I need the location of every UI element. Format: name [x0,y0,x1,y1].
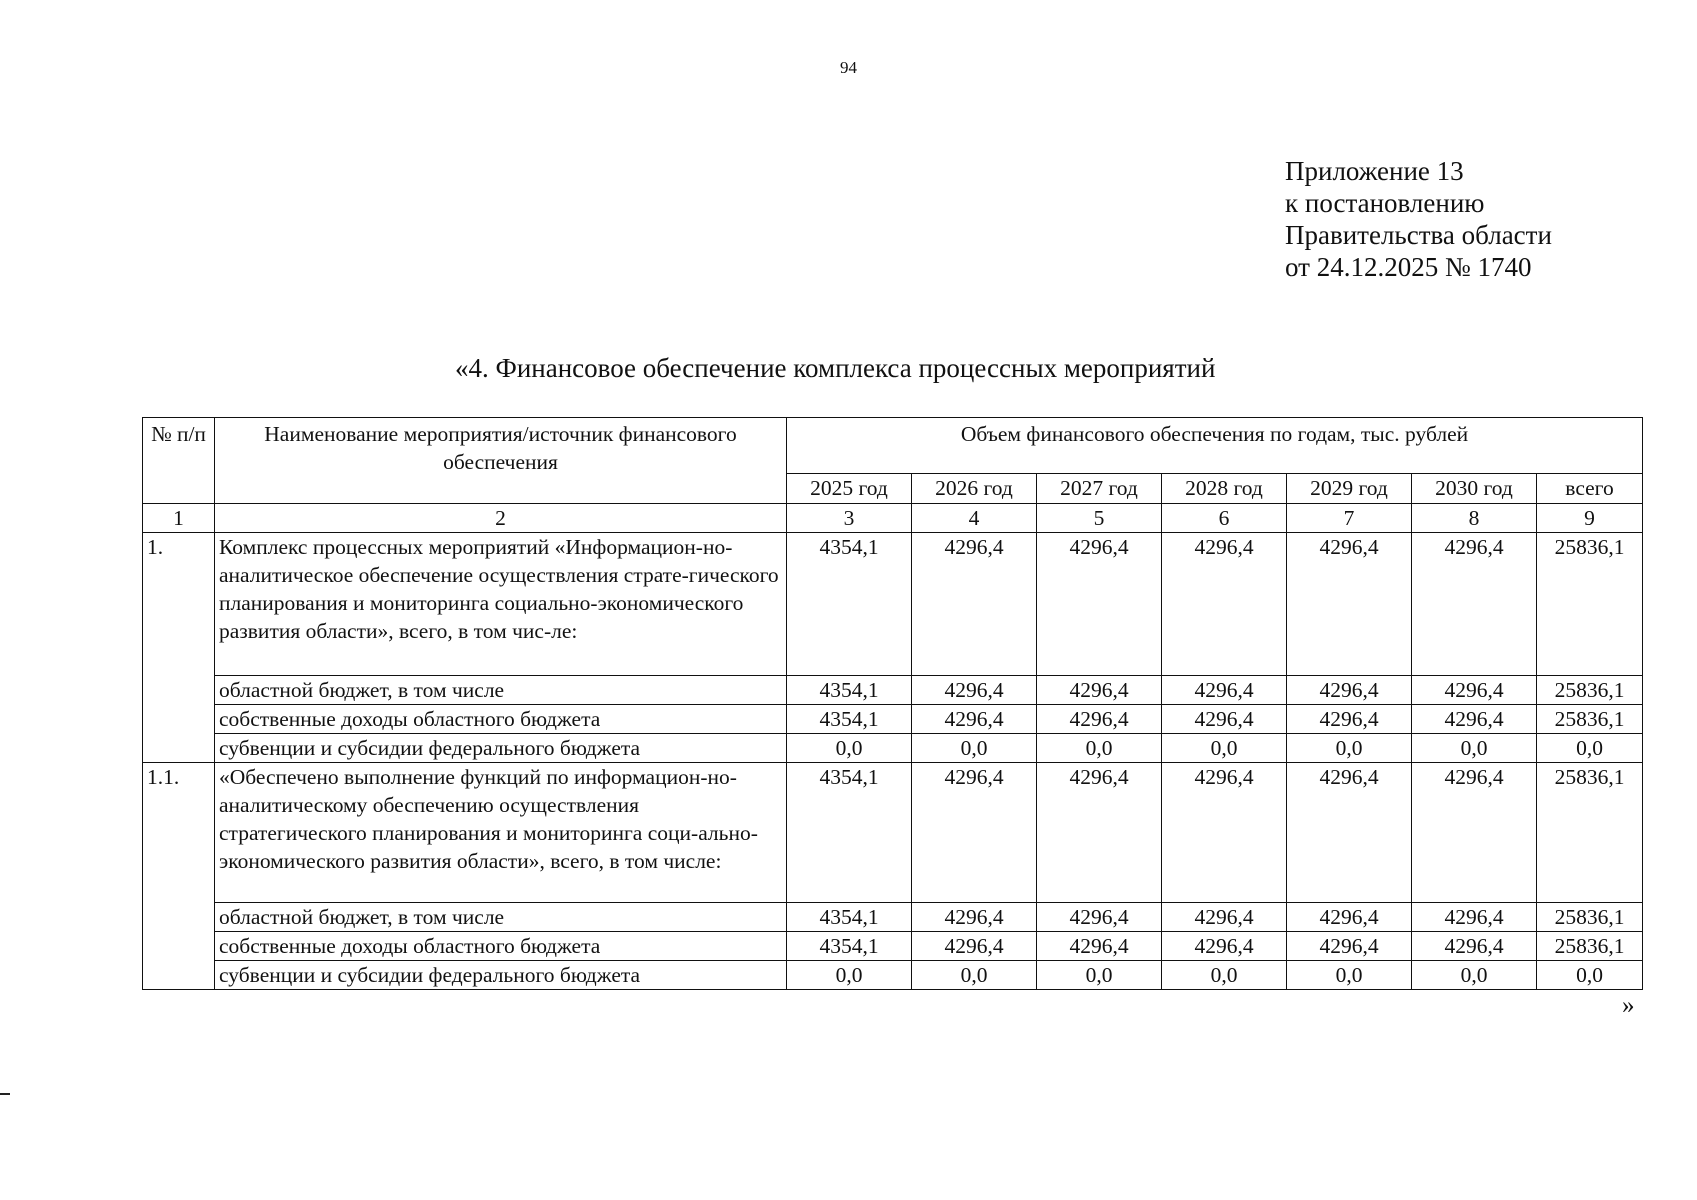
subrow-value: 4296,4 [1162,903,1287,932]
subrow-value: 0,0 [787,961,912,990]
subrow-value: 0,0 [1412,961,1537,990]
appendix-line: к постановлению [1285,188,1485,218]
row-value: 4296,4 [912,763,1037,903]
subrow-value: 25836,1 [1537,903,1643,932]
table-column-number-row [143,504,1643,533]
subrow-value: 0,0 [1287,734,1412,763]
subrow-value: 4296,4 [1287,676,1412,705]
subrow-value: 0,0 [1287,961,1412,990]
subrow-value: 0,0 [1537,961,1643,990]
subrow-value: 4354,1 [787,676,912,705]
subrow-value: 4296,4 [1162,676,1287,705]
subrow-value: 4296,4 [1287,705,1412,734]
column-number: 5 [1037,504,1162,533]
financing-table [142,417,1643,990]
row-name: Комплекс процессных мероприятий «Информацион-но-аналитическое обеспечение осуществления страте-гического планирования и мониторинга социально-экономического развития области», всего, в том чис-ле: [215,533,787,676]
subrow-value: 4354,1 [787,903,912,932]
row-value: 4296,4 [1037,533,1162,676]
appendix-line: Приложение 13 [1285,156,1464,186]
subrow-value: 4296,4 [1037,676,1162,705]
row-value: 4296,4 [1162,763,1287,903]
subrow-value: 0,0 [1037,734,1162,763]
subrow-value: 4296,4 [1287,903,1412,932]
appendix-line: Правительства области [1285,220,1552,250]
column-number: 7 [1287,504,1412,533]
header-year: 2029 год [1287,474,1412,504]
column-number: 2 [215,504,787,533]
table-subrow [143,961,1643,990]
subrow-value: 4296,4 [912,932,1037,961]
subrow-value: 0,0 [1412,734,1537,763]
subrow-value: 4296,4 [1412,932,1537,961]
subrow-value: 0,0 [1537,734,1643,763]
appendix-line: от 24.12.2025 № 1740 [1285,252,1532,282]
closing-quote: » [1622,992,1635,1019]
column-number: 4 [912,504,1037,533]
subrow-value: 4296,4 [1287,932,1412,961]
column-number: 6 [1162,504,1287,533]
header-num: № п/п [143,418,215,504]
row-value: 4296,4 [1412,763,1537,903]
table-row [143,763,1643,903]
subrow-value: 0,0 [787,734,912,763]
subrow-value: 4296,4 [1412,676,1537,705]
column-number: 3 [787,504,912,533]
subrow-value: 0,0 [912,961,1037,990]
subrow-name: собственные доходы областного бюджета [215,705,787,734]
row-value: 4296,4 [912,533,1037,676]
subrow-value: 4354,1 [787,705,912,734]
column-number: 1 [143,504,215,533]
row-value: 4296,4 [1037,763,1162,903]
header-year: всего [1537,474,1643,504]
subrow-value: 0,0 [912,734,1037,763]
page-number: 94 [840,58,857,77]
table-header-row [143,418,1643,474]
table-subrow [143,705,1643,734]
subrow-name: областной бюджет, в том числе [215,676,787,705]
table-subrow [143,903,1643,932]
appendix-block [1285,155,1552,283]
table-subrow [143,676,1643,705]
row-name: «Обеспечено выполнение функций по информацион-но-аналитическому обеспечению осуществления стратегического планирования и мониторинга соци-ально-экономического развития области», всего, в том числе: [215,763,787,903]
column-number: 9 [1537,504,1643,533]
header-year: 2027 год [1037,474,1162,504]
subrow-value: 4296,4 [1412,903,1537,932]
subrow-value: 0,0 [1037,961,1162,990]
row-value: 4296,4 [1287,763,1412,903]
subrow-value: 4296,4 [912,676,1037,705]
subrow-value: 4296,4 [912,705,1037,734]
row-value: 25836,1 [1537,763,1643,903]
subrow-value: 4296,4 [1412,705,1537,734]
header-year: 2030 год [1412,474,1537,504]
row-value: 4296,4 [1412,533,1537,676]
table-row [143,533,1643,676]
row-value: 4296,4 [1162,533,1287,676]
row-index: 1. [143,533,215,763]
row-value: 4296,4 [1287,533,1412,676]
header-name: Наименование мероприятия/источник финансового обеспечения [215,418,787,504]
header-volume: Объем финансового обеспечения по годам, тыс. рублей [787,418,1643,474]
table-subrow [143,932,1643,961]
subrow-value: 4296,4 [1162,932,1287,961]
row-value: 4354,1 [787,763,912,903]
document-title: «4. Финансовое обеспечение комплекса процессных мероприятий [455,353,1216,383]
subrow-value: 4296,4 [1037,705,1162,734]
subrow-value: 4296,4 [1037,903,1162,932]
subrow-value: 4296,4 [1162,705,1287,734]
column-number: 8 [1412,504,1537,533]
edge-mark [0,1093,10,1095]
subrow-value: 25836,1 [1537,932,1643,961]
header-year: 2028 год [1162,474,1287,504]
subrow-value: 25836,1 [1537,705,1643,734]
header-year: 2026 год [912,474,1037,504]
row-index: 1.1. [143,763,215,990]
subrow-name: собственные доходы областного бюджета [215,932,787,961]
row-value: 4354,1 [787,533,912,676]
subrow-value: 25836,1 [1537,676,1643,705]
subrow-name: субвенции и субсидии федерального бюджета [215,734,787,763]
subrow-value: 0,0 [1162,734,1287,763]
row-value: 25836,1 [1537,533,1643,676]
subrow-value: 0,0 [1162,961,1287,990]
subrow-value: 4296,4 [1037,932,1162,961]
subrow-value: 4296,4 [912,903,1037,932]
subrow-name: субвенции и субсидии федерального бюджета [215,961,787,990]
subrow-value: 4354,1 [787,932,912,961]
header-year: 2025 год [787,474,912,504]
subrow-name: областной бюджет, в том числе [215,903,787,932]
table-subrow [143,734,1643,763]
